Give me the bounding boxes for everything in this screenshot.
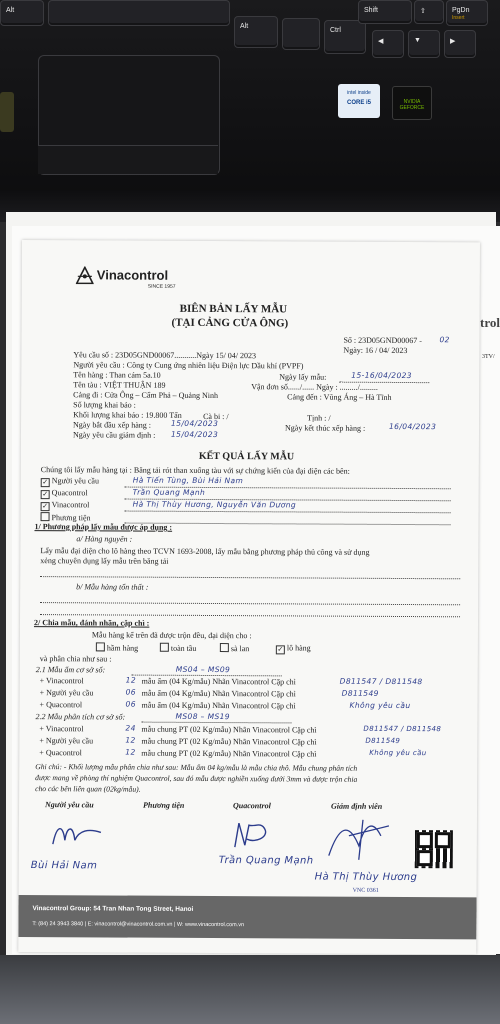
vinacontrol-logo [76,266,94,284]
moisture-qty-requester: 06 [125,687,137,697]
analysis-row-requester: + Người yêu cầu [39,736,94,746]
document-footer [18,895,476,939]
inspection-request-label: Ngày yêu cầu giám định : [72,430,156,440]
moisture-text-requester: mẫu ẩm (04 Kg/mẫu) Nhãn Vinacontrol Cặp chì [141,688,296,699]
port-of-discharge: Cảng đến : Vũng Áng – Hà Tĩnh [287,392,392,402]
option-barge-checkbox [220,643,229,652]
option-ship: toàn tầu [160,643,197,654]
analysis-seal-quacontrol: Không yêu cầu [369,748,427,758]
signature-name-requester: Bùi Hải Nam [30,860,98,872]
party-names-vinacontrol: Hà Thị Thùy Hương, Nguyễn Văn Dương [132,499,297,510]
moisture-row-quacontrol: + Quacontrol [39,700,83,710]
report-date: Ngày: 16 / 04/ 2023 [343,345,408,356]
bulk-goods-label: a/ Hàng nguyên : [76,534,133,544]
report-number: Số : 23D05GND00067 - [343,335,422,346]
qr-code [415,830,453,868]
loading-start-label: Ngày bắt đầu xếp hàng : [73,420,152,430]
touchpad-left-button [38,145,129,174]
side-paper-code: 3TV/ [482,354,495,360]
analysis-text-vinacontrol: mẫu chung PT (02 Kg/mẫu) Nhãn Vinacontrol Cặp chì [141,724,317,735]
loading-end-value: 16/04/2023 [389,421,437,432]
gross-weight: Cà bi : / [203,411,229,422]
section1-blank-line1 [40,576,460,579]
signature-label-requester: Người yêu cầu [45,800,94,810]
sampling-report-document [18,240,480,954]
analysis-qty-quacontrol: 12 [125,747,136,757]
party-checkbox-requester: ✓ [42,478,49,487]
declared-weight: Khối lượng khai báo : 19.800 Tấn [73,410,182,420]
footer-contacts: T: (84) 24 3943 3840 | E: vinacontrol@vinacontrol.com.vn | W: www.vinacontrol.com.vn [32,921,245,929]
option-ship-checkbox [160,643,169,652]
port-of-loading: Cảng đi : Cửa Ông – Cẩm Phả – Quảng Ninh [73,390,218,401]
note-line2: được mang về phòng thí nghiệm Quacontrol, sau đó mẫu được nghiền xuống dưới 3mm và được trộn chia [35,773,358,784]
party-row-quacontrol: ✓ Quacontrol [42,488,88,499]
moisture-sample-range: MS04 – MS09 [175,664,231,675]
analysis-text-quacontrol: mẫu chung PT (02 Kg/mẫu) Nhãn Vinacontrol Cặp chì [141,748,317,759]
analysis-sample-line [141,722,291,724]
declared-quantity: Số lượng khai báo : [73,400,136,410]
analysis-seal-requester: D811549 [365,736,401,745]
key-up: ⇧ [414,0,444,24]
party-row-requester: ✓ Người yêu cầu [42,476,99,487]
section1-text-line2: xẻng chuyên dụng lấy mẫu trên băng tải [40,556,169,566]
note-line3: cho các bên liên quan (02kg/mẫu). [35,784,141,794]
option-lot-checkbox: ✓ [277,645,284,654]
analysis-qty-vinacontrol: 24 [125,723,136,733]
side-paper-fragment: trol [480,315,500,330]
party-checkbox-quacontrol: ✓ [42,490,49,499]
report-number-suffix: 02 [439,335,450,345]
key-alt-right: Alt [234,16,278,48]
signature-label-inspector: Giám định viên [331,801,383,811]
option-lot: ✓ lô hàng [277,643,311,654]
net-weight: Tịnh : / [307,413,331,423]
key-alt-left: Alt [0,0,44,26]
key-ctrl: Ctrl [324,20,366,54]
analysis-sample-range: MS08 – MS19 [175,711,230,722]
key-pgdn: PgDn Insert [446,0,488,26]
party-checkbox-vessel [41,512,50,521]
party-checkbox-vinacontrol: ✓ [42,502,49,511]
vessel-name: Tên tàu : VIỆT THUẬN 189 [73,380,166,390]
desk-surface [0,955,500,1024]
analysis-text-requester: mẫu chung PT (02 Kg/mẫu) Nhãn Vinacontrol Cặp chì [141,736,317,747]
party-row-vessel: Phương tiện [41,512,91,523]
results-intro: Chúng tôi lấy mẫu hàng tại : Băng tải rót than xuống tàu với sự chứng kiến của đại diện các bên: [40,465,350,476]
goods-name: Tên hàng : Than cám 5a.10 [73,370,161,380]
sticker-intel: intel inside CORE i5 [338,84,380,118]
company-since: SINCE 1957 [147,283,176,290]
analysis-row-vinacontrol: + Vinacontrol [39,724,84,734]
analysis-seal-vinacontrol: D811547 / D811548 [363,724,442,734]
party-names-quacontrol: Trần Quang Mạnh [132,487,206,497]
sticker-nvidia: NVIDIA GEFORCE [392,86,432,120]
document-subtitle: (TẠI CẢNG CỬA ÔNG) [171,316,289,330]
analysis-qty-requester: 12 [125,735,136,745]
key-menu [282,18,320,50]
moisture-row-requester: + Người yêu cầu [39,688,94,698]
section1-text-line1: Lấy mẫu đại diện cho lô hàng theo TCVN 1693-2008, lấy mẫu bằng phương pháp thủ công và sử dụng [40,546,370,557]
sampling-date-label: Ngày lấy mẫu: [279,372,327,382]
key-shift: Shift [358,0,412,24]
loading-end-label: Ngày kết thúc xếp hàng : [284,423,366,433]
signature-name-quacontrol: Trần Quang Mạnh [218,855,314,867]
moisture-qty-vinacontrol: 12 [125,675,137,685]
results-title: KẾT QUẢ LẤY MẪU [198,450,295,463]
key-left: ◀ [372,30,404,58]
bill-of-lading: Vận đơn số....../...... Ngày : ........./......... [251,382,378,392]
inspection-request-value: 15/04/2023 [170,429,219,440]
key-down: ▼ [408,30,440,58]
option-hold: hầm hàng [96,642,138,653]
moisture-sample-label: 2.1 Mẫu ẩm cơ sở số: [35,665,106,675]
party-line-vinacontrol [125,511,451,514]
key-right: ▶ [444,30,476,58]
signature-quacontrol [225,817,275,853]
moisture-seal-quacontrol: Không yêu cầu [349,700,411,711]
party-row-vinacontrol: ✓ Vinacontrol [42,500,90,511]
division-intro: và phân chia như sau : [39,654,112,664]
option-barge: sà lan [220,643,249,654]
inspector-stamp-code: VNC 0361 [352,887,379,894]
loading-start-value: 15/04/2023 [171,418,219,429]
moisture-qty-quacontrol: 06 [125,699,136,709]
signature-requester [49,820,109,850]
signature-label-vessel: Phương tiện [143,800,185,810]
damaged-goods-label: b/ Mẫu hàng tổn thất : [76,582,149,592]
analysis-sample-label: 2.2 Mẫu phân tích cơ sở số: [35,712,126,722]
section2-text: Mẫu hàng kể trên đã được trộn đều, đại diện cho : [91,630,252,641]
sticker-left [0,92,14,132]
document-title: BIÊN BẢN LẤY MẪU [179,302,288,316]
section2-title: 2/ Chia mẫu, đánh nhãn, cặp chì : [33,618,150,628]
signature-name-inspector: Hà Thị Thùy Hương [314,871,418,884]
moisture-text-quacontrol: mẫu ẩm (04 Kg/mẫu) Nhãn Vinacontrol Cặp chì [141,700,296,711]
party-line-vessel [125,523,451,526]
analysis-row-quacontrol: + Quacontrol [39,748,82,758]
key-space [48,0,230,26]
section1-blank-line3 [40,614,460,617]
footer-address: Vinacontrol Group: 54 Tran Nhan Tong Street, Hanoi [32,905,194,913]
moisture-text-vinacontrol: mẫu ẩm (04 Kg/mẫu) Nhãn Vinacontrol Cặp chì [141,676,296,687]
note-line1: Ghi chú: - Khối lượng mẫu phân chia như sau: Mẫu ẩm 04 kg/mẫu là mẫu chia thô. Mẫu chung phân tích [35,762,358,773]
signature-inspector [319,816,399,864]
sampling-date-value: 15-16/04/2023 [351,370,413,381]
option-hold-checkbox [96,642,105,651]
signature-label-quacontrol: Quacontrol [233,801,271,811]
moisture-seal-vinacontrol: D811547 / D811548 [339,676,423,687]
section1-title: 1/ Phương pháp lấy mẫu được áp dụng : [34,522,173,532]
request-number: Yêu cầu số : 23D05GND00067...........Ngày 15/ 04/ 2023 [73,350,257,361]
touchpad-right-button [128,145,218,174]
section1-blank-line2 [40,602,460,605]
moisture-row-vinacontrol: + Vinacontrol [39,676,84,686]
moisture-seal-requester: D811549 [341,688,379,698]
party-names-requester: Hà Tiến Tùng, Bùi Hải Nam [132,475,244,486]
laptop-keyboard-area [0,0,500,222]
company-name: Vinacontrol [96,267,169,283]
requester: Người yêu cầu : Công ty Cung ứng nhiên liệu Điện lực Dầu khí (PVPF) [73,360,304,371]
